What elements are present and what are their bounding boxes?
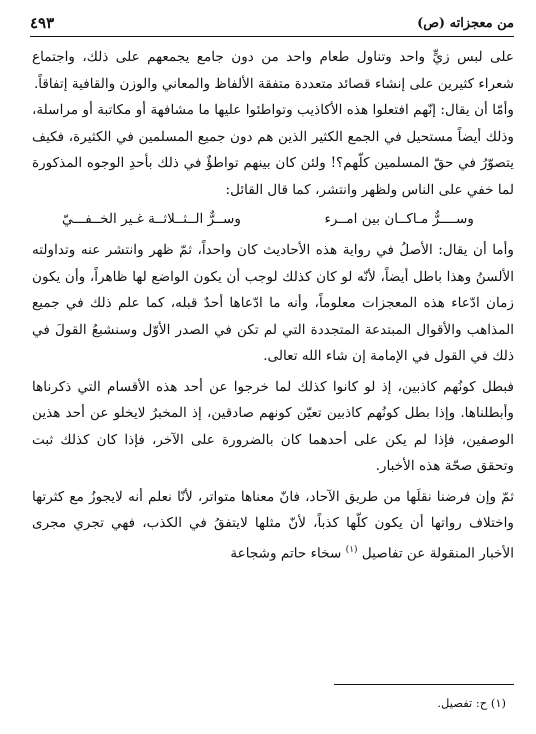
poem-hemistich-left: وســرٌّ الــثــلاثــة غـير الخــفـــيّ [62,211,241,227]
paragraph [32,484,514,567]
paragraph: على لبس زيٍّ واحد وتناول طعام واحد من دون جامع يجمعهم على ذلك، واجتماع شعراء كثيرين على إنشاء قصائد متعددة متفقة الألفاظ والمعاني والوزن والقافية إتفاقاً. [32,49,514,92]
page-header [30,10,514,37]
footnote: (١) ح: تفصيل. [437,696,506,710]
paragraph: وأمّا أن يقال: إنّهم افتعلوا هذه الأكاذيب وتواطئوا عليها ما مشافهة أو مكاتبة أو مراسلة، وذلك أيضاً مستحيل في الجمع الكثير الذين هم دون جميع المسلمين في الكثيرة، فكيف يتصوّرُ في حقّ المسلمين كلّهم؟! ولئن كان بينهم تواطؤٌ في ذلك بأحدِ الوجوه المذكورة لما خفي على الناس ولظهر وانتشر، كما قال القائل: [32,102,514,198]
paragraph-tail: سخاء حاتم وشجاعة [230,545,342,562]
footnote-divider [334,684,514,685]
paragraph: فبطل كونُهم كاذبين، إذ لو كانوا كذلك لما خرجوا عن أحد هذه الأقسام التي ذكرناها وأبطلناها. وإذا بطل كونُهم كاذبين تعيّن كونهم صادقين، إذ المخبرُ لايخلو عن أحد هذين الوصفين، فإذا لم يكن على أحدهما كان بالضرورة على الآخر، فإذا كان كذلك ثبت وتحقق صحّة هذه الأخبار. [32,378,514,474]
body-text [32,44,514,567]
footnote-marker: (١) [345,544,358,555]
chapter-title: من معجزاته (ص) [417,15,514,31]
paragraph: وأما أن يقال: الأصلُ في رواية هذه الأحاديث كان واحداً، ثمّ ظهر وانتشر عنه وتداولته الألسنُ وهذا باطل أيضاً، لأنّه لو كان كذلك لوجب أن يكون الواضع لها ظاهراً، وأن يكون زمان ادّعاء هذه المعجزات معلوماً، وأنه ما ادّعاها أحدٌ قبله، كما علم ذلك في جميع المذاهب والأقوال المبتدعة المتجددة التي لم تكن في الصدر الأوّل وسنشبعُ القولَ في ذلك في القول في الإمامة إن شاء الله تعالى. [32,242,514,364]
paragraph-text: ثمّ وإن فرضنا نقلَها من طريق الآحاد، فانّ معناها متواتر، لأنّا نعلم أنه لايجوزُ مع كثرتها واختلاف رواتها أن يكون كلّها كذباً، لأنّ مثلها لايتفقُ في الكذب، فهي تجري مجرى الأخبار المنقولة عن تفاصيل [32,488,514,562]
poem-verse [32,203,514,237]
poem-hemistich-right: وســــرٌّ مـاكــان بين امــرء [324,211,474,227]
page-number: ٤٩٣ [30,14,55,32]
